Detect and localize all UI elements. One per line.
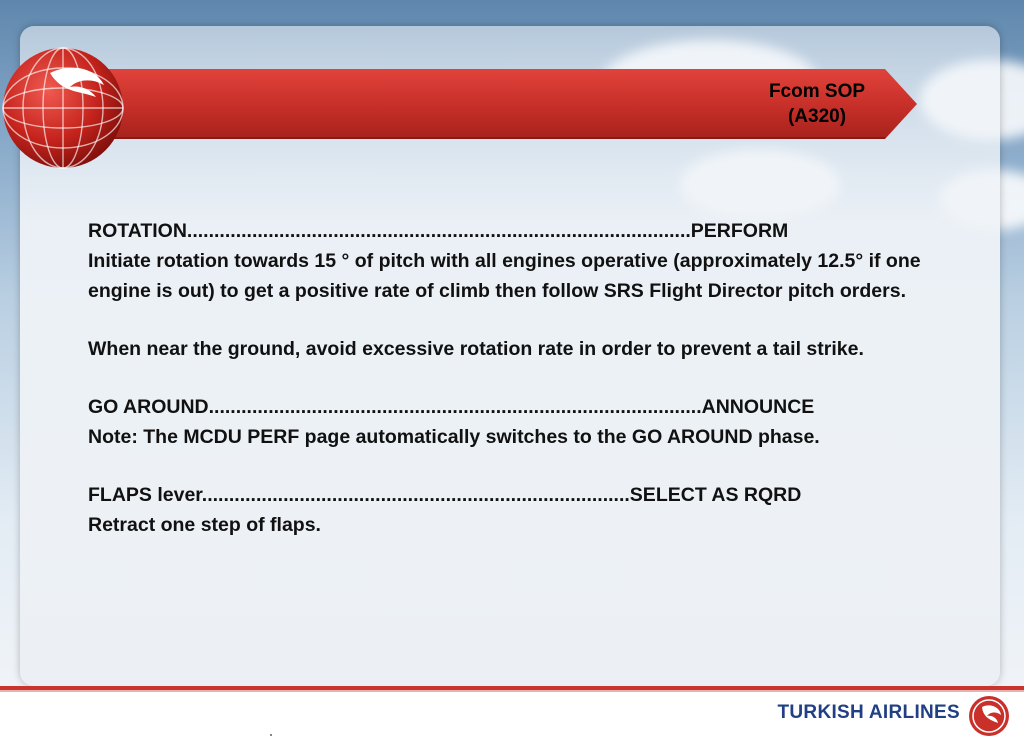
flaps-description: Retract one step of flaps. bbox=[88, 514, 321, 536]
go-around-note: Note: The MCDU PERF page automatically switches to the GO AROUND phase. bbox=[88, 426, 820, 448]
rotation-description: Initiate rotation towards 15 ° of pitch with all engines operative (approximately 12.5° if one engine is out) to get a positive rate of climb then follow SRS Flight Director pitch orders. bbox=[88, 250, 921, 302]
flaps-step: FLAPS lever...............................................................................SELECT AS RQRD bbox=[88, 484, 802, 506]
footer-dot bbox=[270, 734, 272, 736]
title-line-2: (A320) bbox=[787, 106, 847, 127]
page-title bbox=[757, 79, 877, 129]
title-line-1: Fcom SOP bbox=[768, 81, 866, 102]
globe-logo-icon bbox=[0, 45, 126, 171]
rotation-step: ROTATION.............................................................................................PERFORM bbox=[88, 220, 789, 242]
turkish-airlines-logo-icon bbox=[968, 695, 1010, 737]
go-around-step: GO AROUND...........................................................................................ANNOUNCE bbox=[88, 396, 815, 418]
slide-content bbox=[88, 216, 968, 540]
title-banner bbox=[85, 69, 917, 139]
footer bbox=[0, 692, 1024, 744]
brand-name: TURKISH AIRLINES bbox=[777, 702, 960, 723]
tail-strike-note: When near the ground, avoid excessive rotation rate in order to prevent a tail strike. bbox=[88, 338, 864, 360]
